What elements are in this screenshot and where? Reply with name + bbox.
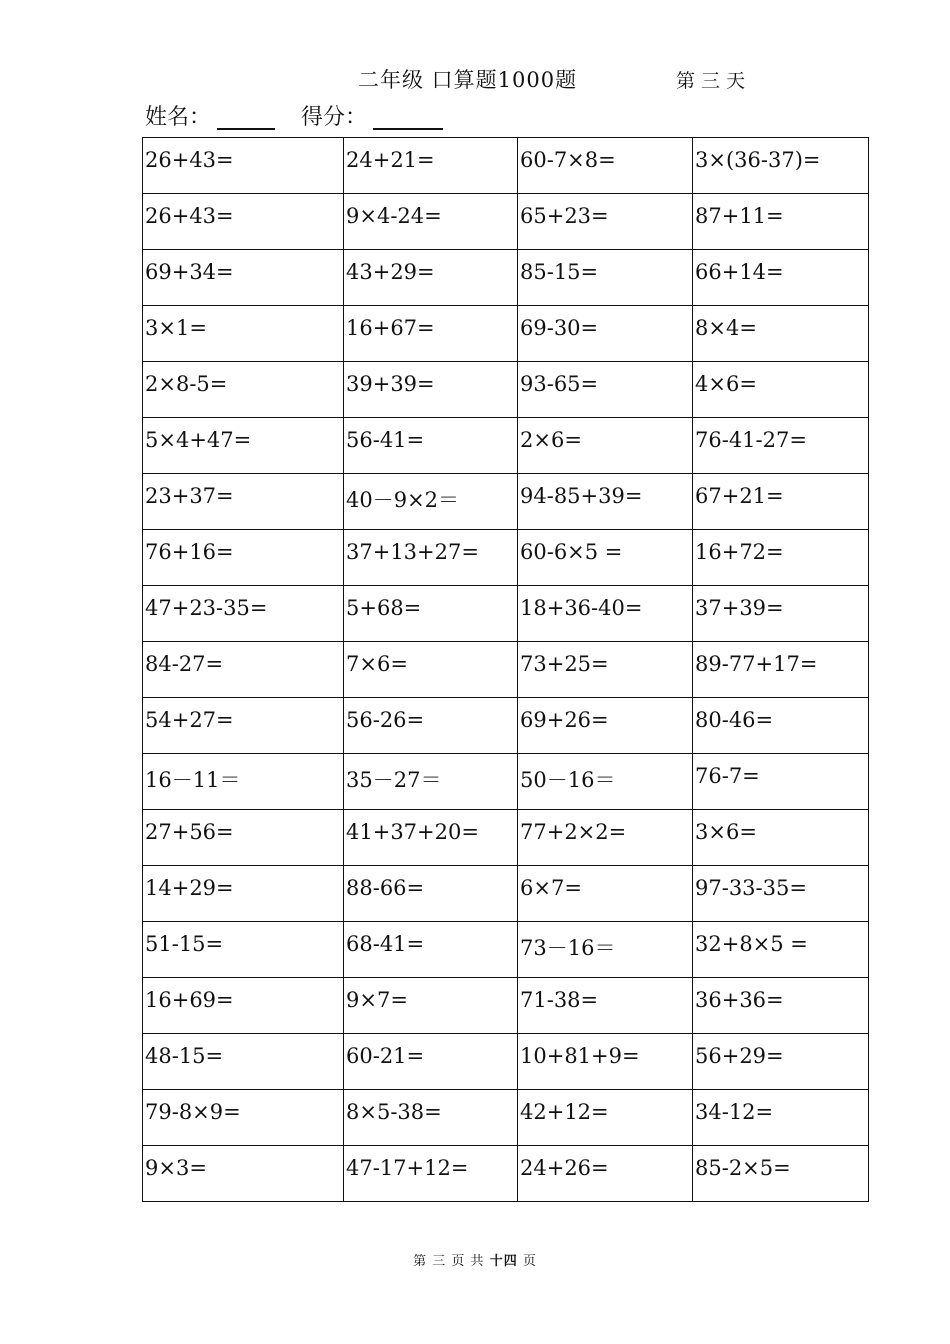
problem-text: 69+34= — [145, 260, 234, 284]
problem-text: 76-7= — [695, 764, 760, 788]
problem-cell — [518, 922, 693, 978]
table-row — [143, 810, 869, 866]
problem-cell — [518, 194, 693, 250]
problem-text: 23+37= — [145, 484, 234, 508]
problem-cell — [693, 530, 869, 586]
problem-cell — [518, 418, 693, 474]
problem-cell — [693, 362, 869, 418]
problem-text: 65+23= — [520, 204, 609, 228]
problem-cell — [143, 306, 344, 362]
problem-text: 18+36-40= — [520, 596, 643, 620]
page-title: 二年级 口算题1000题 — [358, 68, 578, 92]
problem-text: 77+2×2= — [520, 820, 627, 844]
table-row — [143, 754, 869, 810]
problem-text: 2×6= — [520, 428, 582, 452]
problem-text: 27+56= — [145, 820, 234, 844]
problem-cell — [693, 810, 869, 866]
problem-text: 42+12= — [520, 1100, 609, 1124]
table-row — [143, 306, 869, 362]
problem-cell — [518, 642, 693, 698]
problem-text: 26+43= — [145, 148, 234, 172]
problem-text: 8×5-38= — [346, 1100, 442, 1124]
page-footer — [0, 1250, 950, 1269]
problem-cell — [143, 586, 344, 642]
problem-text: 8×4= — [695, 316, 757, 340]
table-row — [143, 1146, 869, 1202]
problem-cell — [143, 250, 344, 306]
problem-text: 68-41= — [346, 932, 425, 956]
problem-text: 60-7×8= — [520, 148, 616, 172]
problem-text: 56+29= — [695, 1044, 784, 1068]
problem-cell — [344, 642, 518, 698]
problem-cell — [143, 418, 344, 474]
problem-text: 2×8-5= — [145, 372, 228, 396]
problem-cell — [693, 586, 869, 642]
problem-cell — [344, 1034, 518, 1090]
problem-cell — [143, 138, 344, 194]
problem-text: 97-33-35= — [695, 876, 807, 900]
table-row — [143, 922, 869, 978]
problem-cell — [693, 306, 869, 362]
problem-cell — [693, 1146, 869, 1202]
problem-text: 9×7= — [346, 988, 408, 1012]
problem-cell — [518, 530, 693, 586]
problem-text: 37+39= — [695, 596, 784, 620]
problem-text: 76-41-27= — [695, 428, 807, 452]
table-row — [143, 1090, 869, 1146]
problem-text: 39+39= — [346, 372, 435, 396]
problem-text: 87+11= — [695, 204, 784, 228]
problem-cell — [518, 1034, 693, 1090]
problem-cell — [693, 754, 869, 810]
problem-text: 56-26= — [346, 708, 425, 732]
problem-text: 88-66= — [346, 876, 425, 900]
problem-text: 32+8×5 = — [695, 932, 808, 956]
problem-text: 67+21= — [695, 484, 784, 508]
problem-text: 66+14= — [695, 260, 784, 284]
problem-text: 93-65= — [520, 372, 599, 396]
problem-text: 35－27＝ — [346, 768, 442, 792]
table-row — [143, 362, 869, 418]
problem-text: 3×(36-37)= — [695, 148, 821, 172]
score-label: 得分： — [301, 105, 368, 130]
score-blank[interactable] — [373, 128, 443, 130]
table-row — [143, 698, 869, 754]
problem-cell — [693, 194, 869, 250]
problem-text: 6×7= — [520, 876, 582, 900]
problem-cell — [344, 138, 518, 194]
problem-cell — [344, 530, 518, 586]
problem-text: 73－16＝ — [520, 936, 616, 960]
problem-text: 24+21= — [346, 148, 435, 172]
problem-text: 85-2×5= — [695, 1156, 791, 1180]
problem-cell — [143, 1090, 344, 1146]
problem-text: 40－9×2＝ — [346, 488, 460, 512]
problem-text: 73+25= — [520, 652, 609, 676]
problem-cell — [344, 418, 518, 474]
problem-cell — [143, 1146, 344, 1202]
problem-cell — [518, 698, 693, 754]
problem-cell — [518, 978, 693, 1034]
problem-cell — [518, 474, 693, 530]
problem-text: 47+23-35= — [145, 596, 268, 620]
problem-text: 60-6×5 = — [520, 540, 623, 564]
problem-cell — [344, 194, 518, 250]
table-row — [143, 194, 869, 250]
problem-cell — [143, 866, 344, 922]
problem-text: 4×6= — [695, 372, 757, 396]
problem-cell — [344, 586, 518, 642]
table-row — [143, 474, 869, 530]
problem-text: 34-12= — [695, 1100, 774, 1124]
problem-text: 16+67= — [346, 316, 435, 340]
problem-text: 80-46= — [695, 708, 774, 732]
problem-cell — [518, 250, 693, 306]
problem-cell — [143, 362, 344, 418]
problem-cell — [693, 866, 869, 922]
problem-cell — [693, 418, 869, 474]
problem-text: 51-15= — [145, 932, 224, 956]
problem-cell — [693, 978, 869, 1034]
problem-cell — [693, 474, 869, 530]
problem-cell — [344, 922, 518, 978]
student-info — [145, 100, 845, 134]
problem-text: 24+26= — [520, 1156, 609, 1180]
problem-cell — [693, 1034, 869, 1090]
problem-cell — [518, 1146, 693, 1202]
problem-cell — [143, 194, 344, 250]
problem-cell — [344, 754, 518, 810]
problem-cell — [518, 306, 693, 362]
table-row — [143, 418, 869, 474]
problem-cell — [143, 474, 344, 530]
problem-cell — [143, 754, 344, 810]
problem-text: 9×3= — [145, 1156, 207, 1180]
problem-text: 69-30= — [520, 316, 599, 340]
problem-text: 5+68= — [346, 596, 422, 620]
problem-cell — [344, 698, 518, 754]
problem-text: 3×1= — [145, 316, 207, 340]
problem-text: 10+81+9= — [520, 1044, 640, 1068]
table-row — [143, 250, 869, 306]
problem-table — [142, 137, 869, 1202]
name-blank[interactable] — [217, 128, 275, 130]
header — [0, 64, 950, 96]
problem-text: 16+72= — [695, 540, 784, 564]
problem-text: 9×4-24= — [346, 204, 442, 228]
problem-cell — [344, 474, 518, 530]
problem-text: 37+13+27= — [346, 540, 479, 564]
table-row — [143, 866, 869, 922]
problem-cell — [693, 642, 869, 698]
problem-text: 48-15= — [145, 1044, 224, 1068]
problem-text: 79-8×9= — [145, 1100, 241, 1124]
problem-text: 5×4+47= — [145, 428, 252, 452]
problem-text: 84-27= — [145, 652, 224, 676]
day-label: 第 三 天 — [676, 70, 746, 92]
problem-cell — [143, 530, 344, 586]
table-row — [143, 138, 869, 194]
footer-total: 十四 — [489, 1254, 518, 1269]
problem-cell — [518, 810, 693, 866]
problem-cell — [344, 810, 518, 866]
problem-text: 16+69= — [145, 988, 234, 1012]
problem-text: 60-21= — [346, 1044, 425, 1068]
table-row — [143, 978, 869, 1034]
problem-cell — [143, 1034, 344, 1090]
problem-cell — [344, 362, 518, 418]
problem-cell — [344, 866, 518, 922]
problem-text: 41+37+20= — [346, 820, 479, 844]
table-row — [143, 1034, 869, 1090]
problem-cell — [143, 922, 344, 978]
problem-cell — [518, 586, 693, 642]
problem-cell — [344, 250, 518, 306]
problem-text: 54+27= — [145, 708, 234, 732]
problem-text: 94-85+39= — [520, 484, 643, 508]
problem-cell — [344, 978, 518, 1034]
problem-cell — [693, 698, 869, 754]
problem-cell — [693, 922, 869, 978]
problem-cell — [518, 754, 693, 810]
table-row — [143, 530, 869, 586]
problem-cell — [693, 138, 869, 194]
problem-text: 71-38= — [520, 988, 599, 1012]
problem-cell — [143, 642, 344, 698]
problem-text: 85-15= — [520, 260, 599, 284]
problem-cell — [518, 138, 693, 194]
problem-text: 56-41= — [346, 428, 425, 452]
problem-cell — [143, 698, 344, 754]
problem-text: 16－11＝ — [145, 768, 241, 792]
problem-text: 3×6= — [695, 820, 757, 844]
problem-text: 47-17+12= — [346, 1156, 469, 1180]
table-row — [143, 642, 869, 698]
problem-cell — [344, 1090, 518, 1146]
problem-cell — [518, 362, 693, 418]
problem-cell — [693, 250, 869, 306]
problem-text: 89-77+17= — [695, 652, 818, 676]
problem-cell — [344, 306, 518, 362]
problem-text: 76+16= — [145, 540, 234, 564]
table-row — [143, 586, 869, 642]
problem-cell — [344, 1146, 518, 1202]
problem-cell — [143, 810, 344, 866]
problem-text: 50－16＝ — [520, 768, 616, 792]
problem-text: 69+26= — [520, 708, 609, 732]
name-label: 姓名： — [145, 105, 212, 130]
problem-text: 26+43= — [145, 204, 234, 228]
problem-text: 36+36= — [695, 988, 784, 1012]
problem-cell — [518, 866, 693, 922]
footer-suffix: 页 — [517, 1254, 537, 1269]
problem-text: 7×6= — [346, 652, 408, 676]
problem-cell — [518, 1090, 693, 1146]
problem-cell — [143, 978, 344, 1034]
problem-cell — [693, 1090, 869, 1146]
footer-prefix: 第 三 页 共 — [413, 1254, 490, 1269]
problem-text: 14+29= — [145, 876, 234, 900]
problem-text: 43+29= — [346, 260, 435, 284]
